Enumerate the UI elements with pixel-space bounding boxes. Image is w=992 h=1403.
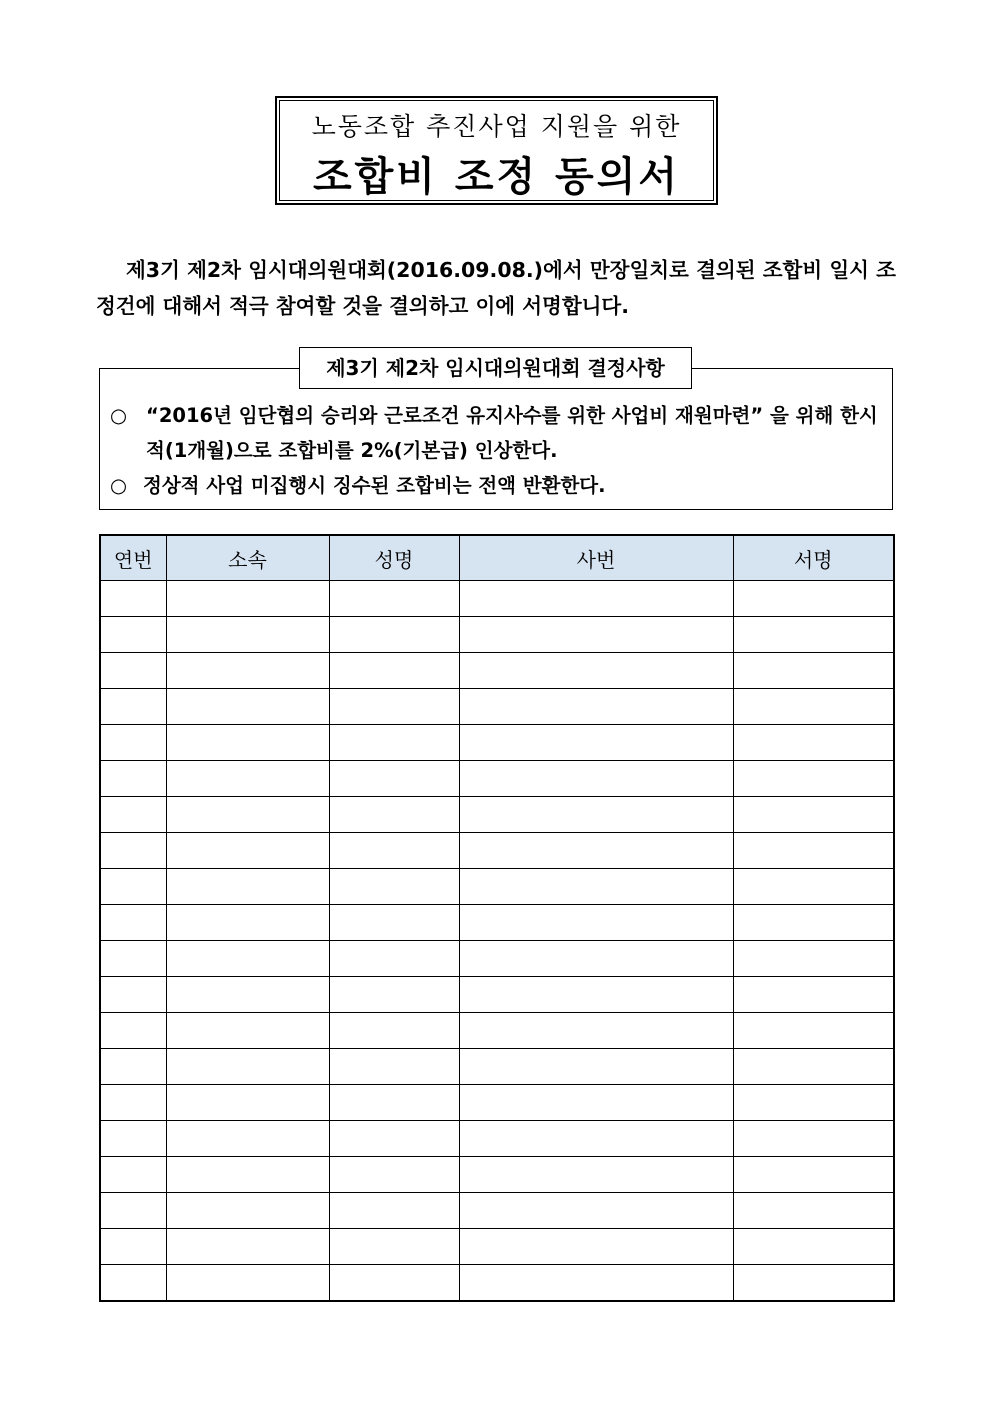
number-cell[interactable] xyxy=(100,977,166,1013)
table-row xyxy=(100,1049,894,1085)
signature-cell[interactable] xyxy=(733,1121,894,1157)
name-cell[interactable] xyxy=(329,761,459,797)
table-row xyxy=(100,1157,894,1193)
number-cell[interactable] xyxy=(100,1193,166,1229)
document-title-box xyxy=(276,97,717,204)
affiliation-cell[interactable] xyxy=(166,977,329,1013)
bullet-circle-icon: ○ xyxy=(110,474,128,497)
table-row xyxy=(100,689,894,725)
signature-table xyxy=(99,534,895,1302)
affiliation-cell[interactable] xyxy=(166,797,329,833)
column-header-number: 연번 xyxy=(100,535,166,581)
name-cell[interactable] xyxy=(329,797,459,833)
signature-cell[interactable] xyxy=(733,1265,894,1302)
signature-cell[interactable] xyxy=(733,1085,894,1121)
employee-id-cell[interactable] xyxy=(459,905,733,941)
affiliation-cell[interactable] xyxy=(166,1013,329,1049)
signature-cell[interactable] xyxy=(733,1193,894,1229)
table-row xyxy=(100,1229,894,1265)
table-row xyxy=(100,941,894,977)
signature-cell[interactable] xyxy=(733,689,894,725)
affiliation-cell[interactable] xyxy=(166,1157,329,1193)
employee-id-cell[interactable] xyxy=(459,1265,733,1302)
affiliation-cell[interactable] xyxy=(166,1193,329,1229)
table-row xyxy=(100,833,894,869)
employee-id-cell[interactable] xyxy=(459,1013,733,1049)
signature-cell[interactable] xyxy=(733,1013,894,1049)
number-cell[interactable] xyxy=(100,833,166,869)
employee-id-cell[interactable] xyxy=(459,725,733,761)
name-cell[interactable] xyxy=(329,905,459,941)
employee-id-cell[interactable] xyxy=(459,833,733,869)
employee-id-cell[interactable] xyxy=(459,797,733,833)
name-cell[interactable] xyxy=(329,1121,459,1157)
employee-id-cell[interactable] xyxy=(459,941,733,977)
affiliation-cell[interactable] xyxy=(166,833,329,869)
intro-paragraph: 제3기 제2차 임시대의원대회(2016.09.08.)에서 만장일치로 결의된 조합비 일시 조정건에 대해서 적극 참여할 것을 결의하고 이에 서명합니다. xyxy=(96,258,896,318)
number-cell[interactable] xyxy=(100,797,166,833)
affiliation-cell[interactable] xyxy=(166,1265,329,1302)
signature-cell[interactable] xyxy=(733,797,894,833)
signature-cell[interactable] xyxy=(733,941,894,977)
name-cell[interactable] xyxy=(329,653,459,689)
affiliation-cell[interactable] xyxy=(166,761,329,797)
affiliation-cell[interactable] xyxy=(166,905,329,941)
name-cell[interactable] xyxy=(329,869,459,905)
decision-list xyxy=(110,398,890,503)
number-cell[interactable] xyxy=(100,761,166,797)
column-header-employee-id: 사번 xyxy=(459,535,733,581)
name-cell[interactable] xyxy=(329,1193,459,1229)
signature-cell[interactable] xyxy=(733,653,894,689)
document-title: 조합비 조정 동의서 xyxy=(313,154,680,200)
table-row xyxy=(100,1085,894,1121)
name-cell[interactable] xyxy=(329,1085,459,1121)
name-cell[interactable] xyxy=(329,1049,459,1085)
table-row xyxy=(100,977,894,1013)
number-cell[interactable] xyxy=(100,941,166,977)
number-cell[interactable] xyxy=(100,725,166,761)
number-cell[interactable] xyxy=(100,1265,166,1302)
affiliation-cell[interactable] xyxy=(166,725,329,761)
signature-cell[interactable] xyxy=(733,833,894,869)
table-body xyxy=(100,581,894,1302)
affiliation-cell[interactable] xyxy=(166,1229,329,1265)
name-cell[interactable] xyxy=(329,1265,459,1302)
employee-id-cell[interactable] xyxy=(459,761,733,797)
number-cell[interactable] xyxy=(100,1085,166,1121)
number-cell[interactable] xyxy=(100,1229,166,1265)
signature-cell[interactable] xyxy=(733,581,894,617)
employee-id-cell[interactable] xyxy=(459,689,733,725)
table-row xyxy=(100,869,894,905)
table-row xyxy=(100,653,894,689)
affiliation-cell[interactable] xyxy=(166,689,329,725)
bullet-circle-icon: ○ xyxy=(110,404,128,427)
signature-cell[interactable] xyxy=(733,905,894,941)
affiliation-cell[interactable] xyxy=(166,581,329,617)
number-cell[interactable] xyxy=(100,653,166,689)
number-cell[interactable] xyxy=(100,1157,166,1193)
name-cell[interactable] xyxy=(329,941,459,977)
table-row xyxy=(100,1013,894,1049)
decision-item-text: “2016년 임단협의 승리와 근로조건 유지사수를 위한 사업비 재원마련” 을 위해 한시적(1개월)으로 조합비를 2%(기본급) 인상한다. xyxy=(146,404,878,462)
affiliation-cell[interactable] xyxy=(166,941,329,977)
employee-id-cell[interactable] xyxy=(459,1157,733,1193)
employee-id-cell[interactable] xyxy=(459,1121,733,1157)
name-cell[interactable] xyxy=(329,689,459,725)
number-cell[interactable] xyxy=(100,617,166,653)
table-row xyxy=(100,1121,894,1157)
affiliation-cell[interactable] xyxy=(166,869,329,905)
employee-id-cell[interactable] xyxy=(459,1085,733,1121)
table-row xyxy=(100,797,894,833)
employee-id-cell[interactable] xyxy=(459,869,733,905)
employee-id-cell[interactable] xyxy=(459,581,733,617)
signature-cell[interactable] xyxy=(733,725,894,761)
signature-cell[interactable] xyxy=(733,1157,894,1193)
number-cell[interactable] xyxy=(100,905,166,941)
name-cell[interactable] xyxy=(329,977,459,1013)
name-cell[interactable] xyxy=(329,725,459,761)
affiliation-cell[interactable] xyxy=(166,1121,329,1157)
number-cell[interactable] xyxy=(100,1049,166,1085)
employee-id-cell[interactable] xyxy=(459,1229,733,1265)
employee-id-cell[interactable] xyxy=(459,1049,733,1085)
signature-cell[interactable] xyxy=(733,761,894,797)
document-subtitle: 노동조합 추진사업 지원을 위한 xyxy=(311,112,682,141)
name-cell[interactable] xyxy=(329,1157,459,1193)
table-row xyxy=(100,761,894,797)
table-row xyxy=(100,617,894,653)
table-header-row xyxy=(100,535,894,581)
signature-cell[interactable] xyxy=(733,977,894,1013)
name-cell[interactable] xyxy=(329,581,459,617)
decision-item xyxy=(110,468,890,503)
table-row xyxy=(100,1193,894,1229)
table-row xyxy=(100,581,894,617)
column-header-affiliation: 소속 xyxy=(166,535,329,581)
signature-cell[interactable] xyxy=(733,1229,894,1265)
decision-item-text: 정상적 사업 미집행시 징수된 조합비는 전액 반환한다. xyxy=(143,474,606,497)
number-cell[interactable] xyxy=(100,869,166,905)
affiliation-cell[interactable] xyxy=(166,1049,329,1085)
name-cell[interactable] xyxy=(329,1013,459,1049)
name-cell[interactable] xyxy=(329,1229,459,1265)
signature-cell[interactable] xyxy=(733,617,894,653)
name-cell[interactable] xyxy=(329,833,459,869)
employee-id-cell[interactable] xyxy=(459,617,733,653)
affiliation-cell[interactable] xyxy=(166,653,329,689)
employee-id-cell[interactable] xyxy=(459,977,733,1013)
number-cell[interactable] xyxy=(100,581,166,617)
signature-cell[interactable] xyxy=(733,1049,894,1085)
signature-cell[interactable] xyxy=(733,869,894,905)
table-row xyxy=(100,1265,894,1302)
column-header-signature: 서명 xyxy=(733,535,894,581)
decision-heading: 제3기 제2차 임시대의원대회 결정사항 xyxy=(299,347,692,389)
table-row xyxy=(100,725,894,761)
column-header-name: 성명 xyxy=(329,535,459,581)
decision-item xyxy=(110,398,890,468)
table-row xyxy=(100,905,894,941)
employee-id-cell[interactable] xyxy=(459,653,733,689)
name-cell[interactable] xyxy=(329,617,459,653)
affiliation-cell[interactable] xyxy=(166,617,329,653)
number-cell[interactable] xyxy=(100,689,166,725)
employee-id-cell[interactable] xyxy=(459,1193,733,1229)
number-cell[interactable] xyxy=(100,1013,166,1049)
affiliation-cell[interactable] xyxy=(166,1085,329,1121)
number-cell[interactable] xyxy=(100,1121,166,1157)
